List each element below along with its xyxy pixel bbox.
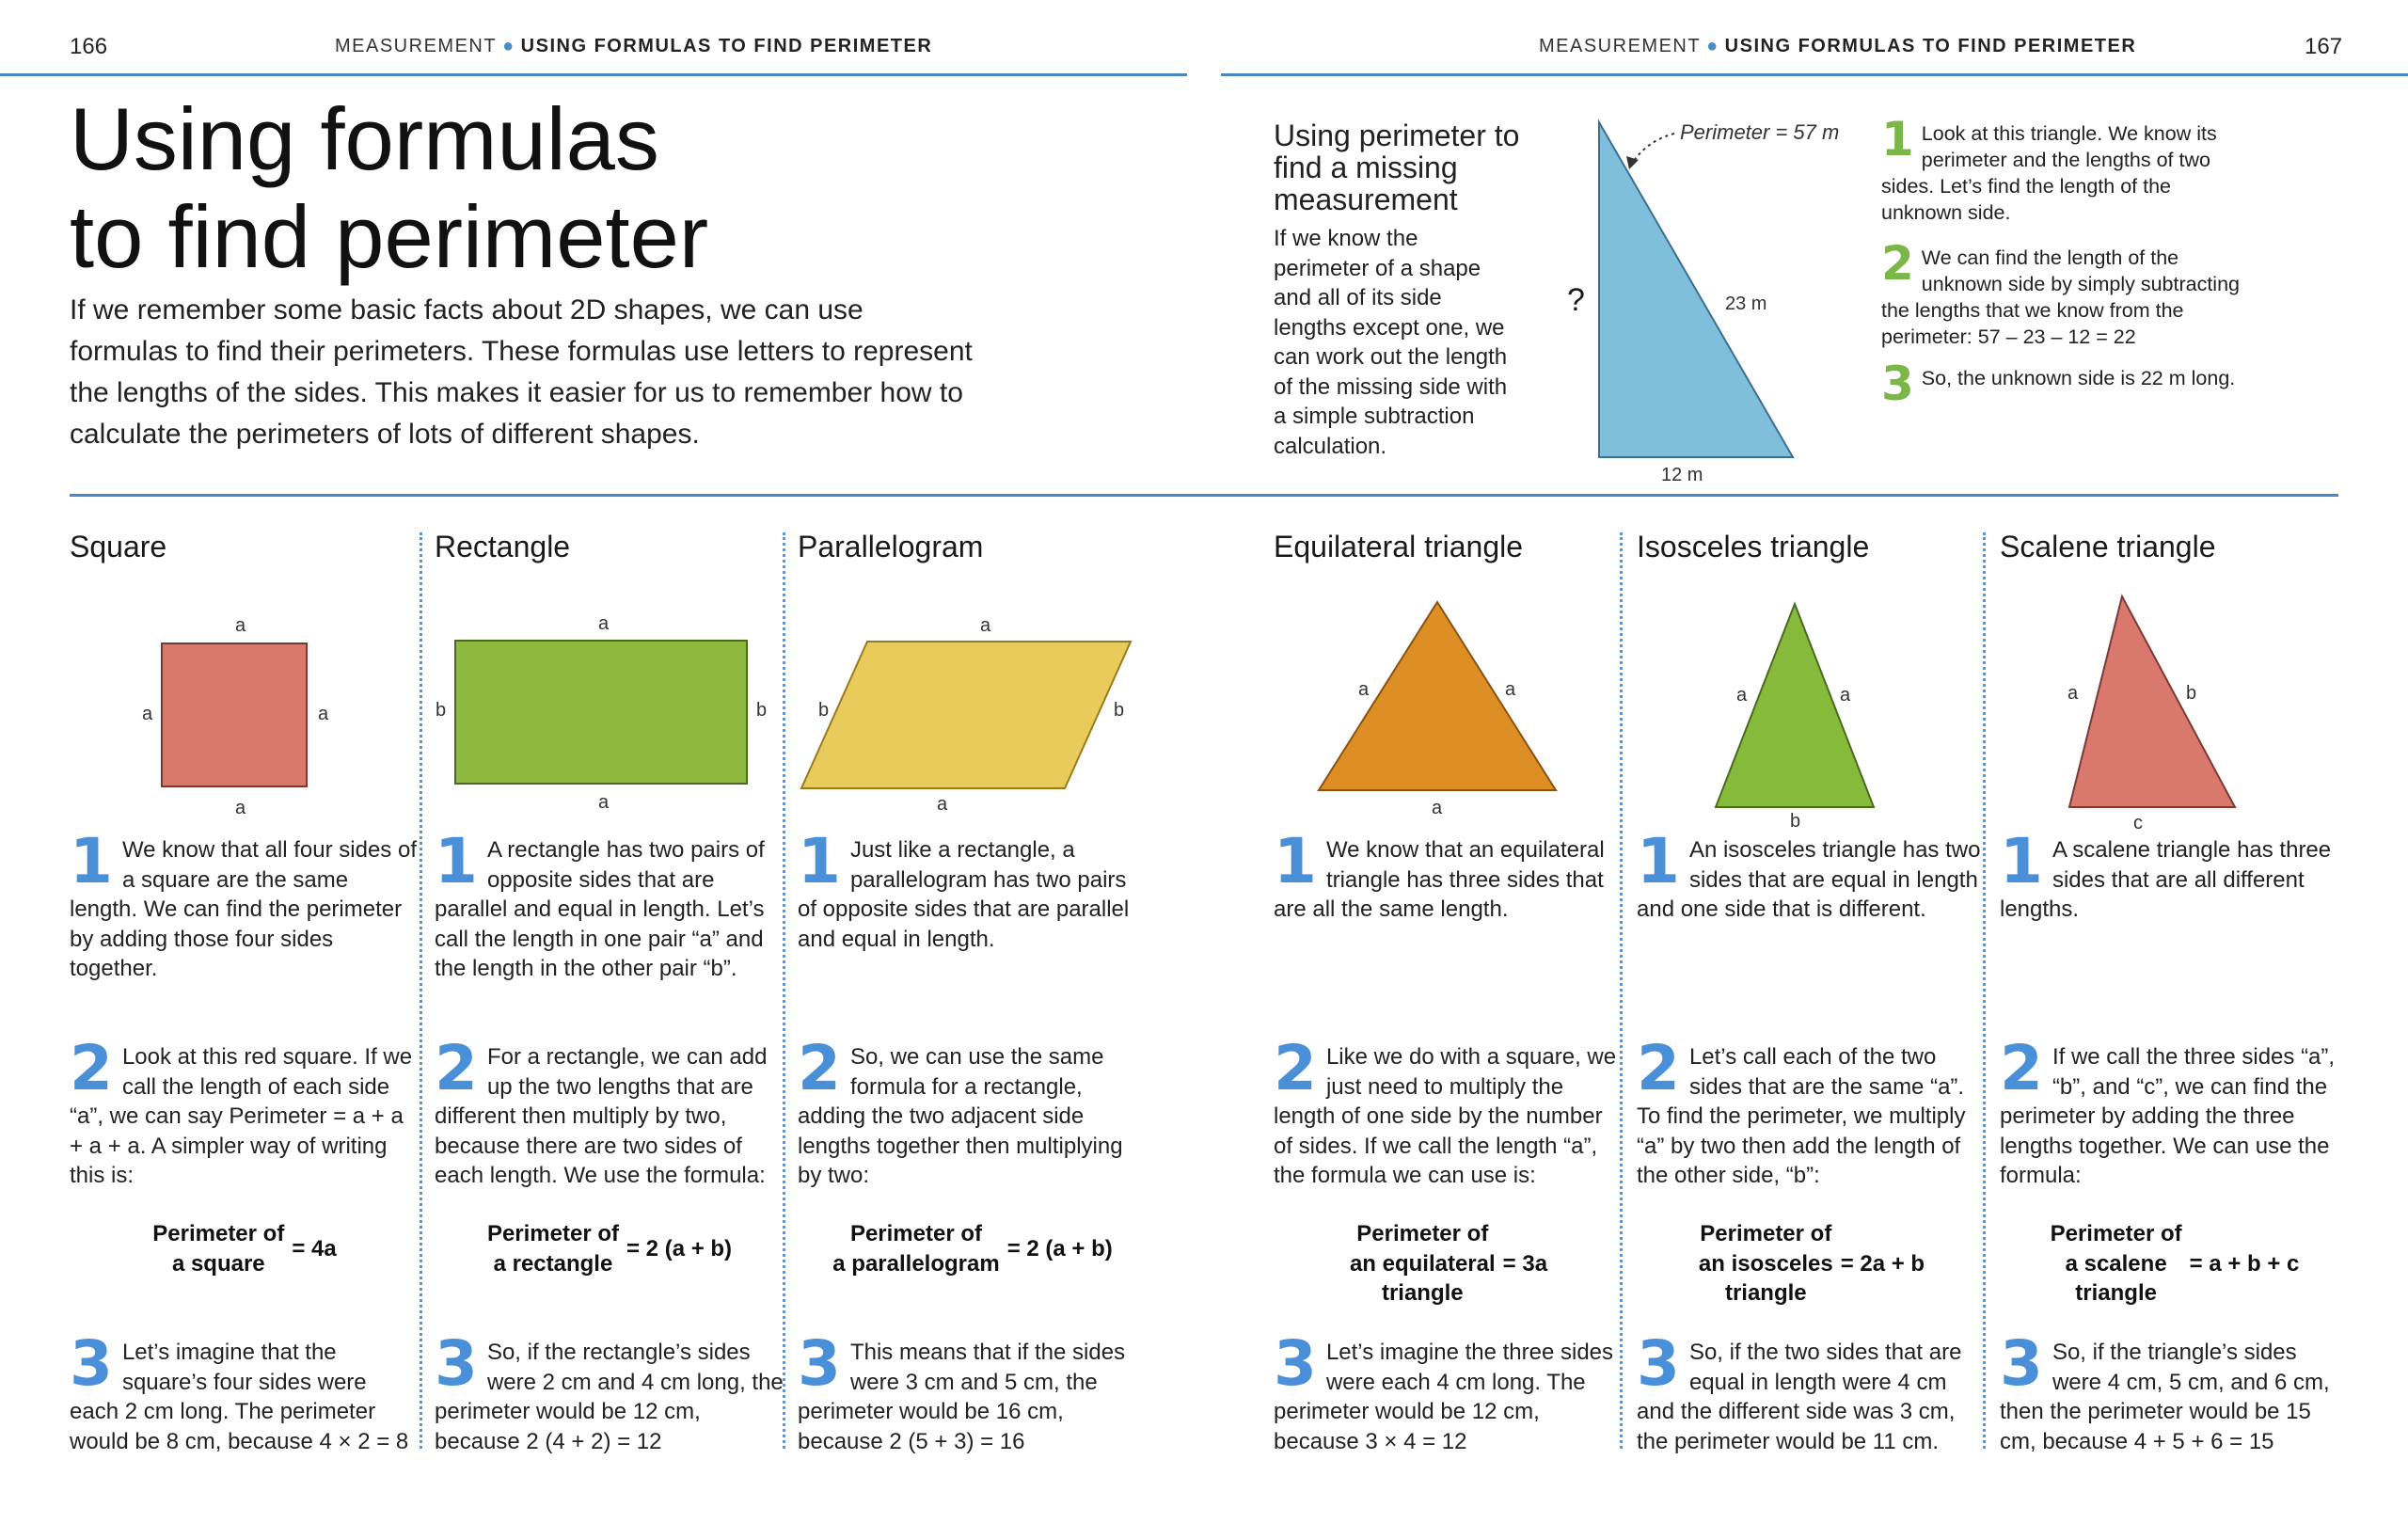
step-number-3: 3 bbox=[1274, 1327, 1317, 1400]
parallelogram-label-top: a bbox=[980, 615, 991, 636]
step-number-3: 3 bbox=[70, 1327, 113, 1400]
rectangle-label-bottom: a bbox=[598, 792, 610, 813]
formula-lhs-line: a parallelogram bbox=[832, 1250, 1000, 1277]
column-step-1 bbox=[1274, 825, 1624, 925]
missing-step-2 bbox=[1881, 236, 2258, 350]
square-label-top: a bbox=[235, 615, 246, 636]
step-number-1: 1 bbox=[1274, 825, 1317, 897]
square-shape bbox=[162, 643, 307, 786]
column-step-2 bbox=[1637, 1032, 1987, 1191]
square-label-left: a bbox=[142, 704, 153, 724]
header-rule-right bbox=[1221, 73, 2408, 76]
formula-lhs bbox=[152, 1219, 284, 1278]
column-divider bbox=[1620, 532, 1623, 1449]
rectangle-diagram bbox=[442, 611, 781, 828]
equilateral-label-left: a bbox=[1358, 679, 1370, 700]
formula-lhs bbox=[487, 1219, 619, 1278]
step-number-2: 2 bbox=[798, 1032, 841, 1104]
column-step-2-text: If we call the three sides “a”, “b”, and “c”, we can find the perimeter by adding the three lengths together. We can use the formula: bbox=[2000, 1044, 2336, 1188]
step-number-1: 1 bbox=[2000, 825, 2043, 897]
page-title-line1: Using formulas bbox=[70, 89, 659, 188]
column-step-3-text: Let’s imagine the three sides were each 4 cm long. The perimeter would be 12 cm, because 3 × 4 = 12 bbox=[1274, 1340, 1614, 1454]
formula-lhs bbox=[832, 1219, 999, 1278]
parallelogram-label-right: b bbox=[1114, 700, 1125, 721]
column-step-2-text: For a rectangle, we can add up the two lengths that are different then multiply by two, because there are two sides of each length. We use the formula: bbox=[435, 1044, 768, 1188]
equilateral-shape bbox=[1319, 602, 1556, 790]
formula-lhs-line: triangle bbox=[1381, 1280, 1464, 1306]
column-divider bbox=[783, 532, 785, 1449]
column-step-2-text: Look at this red square. If we call the length of each side “a”, we can say Perimeter = a + a + a + a. A simpler way of writing this is: bbox=[70, 1044, 413, 1188]
perimeter-arrow bbox=[1632, 134, 1674, 164]
bullet-dot-icon: ● bbox=[1706, 36, 1719, 56]
step-number-2: 2 bbox=[70, 1032, 113, 1104]
column-step-3 bbox=[435, 1327, 784, 1456]
section-rule bbox=[70, 494, 2338, 497]
square-label-bottom: a bbox=[235, 798, 246, 818]
rectangle-shape bbox=[455, 641, 747, 784]
column-step-2-text: Let’s call each of the two sides that are the same “a”. To find the perimeter, we multiply “a” by two then add the length of the other side, “b”: bbox=[1637, 1044, 1966, 1188]
rectangle-label-top: a bbox=[598, 613, 610, 634]
column-step-3 bbox=[1274, 1327, 1624, 1456]
column-heading-square: Square bbox=[70, 530, 167, 563]
hypotenuse-label: 23 m bbox=[1725, 294, 1767, 314]
formula-rhs: = 2a + b bbox=[1840, 1250, 1925, 1277]
square-label-right: a bbox=[318, 704, 329, 724]
formula-rhs: = 3a bbox=[1502, 1250, 1548, 1277]
parallelogram-diagram bbox=[800, 611, 1148, 828]
column-heading-parallelogram: Parallelogram bbox=[798, 530, 984, 563]
step-number-1: 1 bbox=[1637, 825, 1680, 897]
formula-lhs-line: an isosceles bbox=[1698, 1250, 1833, 1277]
formula-rhs: = a + b + c bbox=[2189, 1250, 2300, 1277]
column-step-3-text: So, if the triangle’s sides were 4 cm, 5 cm, and 6 cm, then the perimeter would be 15 cm, because 4 + 5 + 6 = 15 bbox=[2000, 1340, 2330, 1454]
column-divider bbox=[420, 532, 422, 1449]
column-step-1-text: We know that an equilateral triangle has three sides that are all the same length. bbox=[1274, 837, 1605, 922]
intro-paragraph: If we remember some basic facts about 2D shapes, we can use formulas to find their perimeters. These formulas use letters to represent the lengths of the sides. This makes it easier for us to remember how to calculate the perimeters of lots of different shapes. bbox=[70, 294, 973, 450]
isosceles-label-left: a bbox=[1736, 685, 1748, 706]
column-step-3-text: This means that if the sides were 3 cm and 5 cm, the perimeter would be 16 cm, because 2 (5 + 3) = 16 bbox=[798, 1340, 1126, 1454]
column-heading-rectangle: Rectangle bbox=[435, 530, 571, 563]
column-step-2 bbox=[1274, 1032, 1624, 1191]
formula-lhs bbox=[2051, 1219, 2182, 1309]
formula-rhs: = 2 (a + b) bbox=[626, 1235, 733, 1261]
equilateral-label-bottom: a bbox=[1432, 798, 1443, 818]
right-triangle-shape bbox=[1599, 122, 1793, 457]
formula-rhs: = 2 (a + b) bbox=[1006, 1235, 1113, 1261]
step-number-3: 3 bbox=[1881, 357, 1914, 411]
missing-heading: Using perimeter to find a missing measurement bbox=[1274, 119, 1520, 216]
square-diagram bbox=[132, 611, 376, 828]
formula-lhs-line: a rectangle bbox=[493, 1250, 613, 1277]
column-formula bbox=[435, 1219, 784, 1278]
formula-lhs-line: an equilateral bbox=[1349, 1250, 1496, 1277]
right-topic-label: USING FORMULAS TO FIND PERIMETER bbox=[1724, 36, 2137, 56]
step-number-1: 1 bbox=[798, 825, 841, 897]
column-step-1 bbox=[435, 825, 784, 984]
formula-lhs-line: Perimeter of bbox=[152, 1221, 285, 1246]
missing-step-3 bbox=[1881, 357, 2258, 411]
scalene-label-right: b bbox=[2186, 683, 2197, 704]
isosceles-label-bottom: b bbox=[1790, 811, 1801, 832]
bullet-dot-icon: ● bbox=[502, 36, 515, 56]
column-step-2 bbox=[2000, 1032, 2350, 1191]
formula-lhs-line: triangle bbox=[1724, 1280, 1807, 1306]
scalene-label-bottom: c bbox=[2133, 813, 2143, 833]
column-divider bbox=[1983, 532, 1986, 1449]
header-rule-left bbox=[0, 73, 1187, 76]
scalene-label-left: a bbox=[2067, 683, 2079, 704]
formula-lhs-line: Perimeter of bbox=[1700, 1221, 1832, 1246]
scalene-shape bbox=[2069, 596, 2235, 807]
formula-lhs-line: Perimeter of bbox=[2050, 1221, 2182, 1246]
step-number-3: 3 bbox=[798, 1327, 841, 1400]
column-step-2 bbox=[798, 1032, 1148, 1191]
column-step-1-text: An isosceles triangle has two sides that are equal in length and one side that is different. bbox=[1637, 837, 1981, 922]
column-step-3 bbox=[2000, 1327, 2350, 1456]
column-step-1 bbox=[70, 825, 420, 984]
column-heading-scalene: Scalene triangle bbox=[2000, 530, 2216, 563]
rectangle-label-left: b bbox=[436, 700, 447, 721]
column-heading-equilateral: Equilateral triangle bbox=[1274, 530, 1524, 563]
formula-lhs-line: triangle bbox=[2075, 1280, 2157, 1306]
step-number-3: 3 bbox=[1637, 1327, 1680, 1400]
formula-lhs bbox=[1350, 1219, 1496, 1309]
column-step-1 bbox=[2000, 825, 2350, 925]
column-step-1 bbox=[798, 825, 1148, 954]
scalene-diagram bbox=[2060, 587, 2258, 813]
step-number-1: 1 bbox=[1881, 112, 1914, 167]
missing-text: If we know the perimeter of a shape and all of its side lengths except one, we can work out the length of the missing side with a simple subtraction calculation. bbox=[1274, 226, 1508, 459]
left-page-number: 166 bbox=[70, 34, 108, 59]
base-label: 12 m bbox=[1661, 465, 1703, 485]
missing-step-1 bbox=[1881, 112, 2258, 226]
column-step-2 bbox=[435, 1032, 784, 1191]
rectangle-label-right: b bbox=[756, 700, 768, 721]
isosceles-label-right: a bbox=[1840, 685, 1851, 706]
step-number-3: 3 bbox=[2000, 1327, 2043, 1400]
column-formula bbox=[1274, 1219, 1624, 1309]
left-running-head bbox=[335, 36, 932, 57]
column-step-3 bbox=[70, 1327, 420, 1456]
step-number-1: 1 bbox=[435, 825, 478, 897]
column-step-1-text: We know that all four sides of a square are the same length. We can find the perimeter by adding those four sides together. bbox=[70, 837, 417, 981]
column-step-1 bbox=[1637, 825, 1987, 925]
formula-lhs-line: Perimeter of bbox=[486, 1221, 619, 1246]
column-formula bbox=[70, 1219, 420, 1278]
step-number-3: 3 bbox=[435, 1327, 478, 1400]
column-step-1-text: Just like a rectangle, a parallelogram has two pairs of opposite sides that are parallel and equal in length. bbox=[798, 837, 1130, 952]
isosceles-diagram bbox=[1703, 593, 1891, 815]
column-step-2 bbox=[70, 1032, 420, 1191]
step-number-1: 1 bbox=[70, 825, 113, 897]
formula-lhs-line: Perimeter of bbox=[1356, 1221, 1489, 1246]
left-section-label: MEASUREMENT bbox=[335, 36, 498, 56]
perimeter-label: Perimeter = 57 m bbox=[1680, 120, 1840, 144]
parallelogram-label-left: b bbox=[818, 700, 830, 721]
formula-lhs-line: a square bbox=[171, 1250, 265, 1277]
missing-step-1-text: Look at this triangle. We know its perimeter and the lengths of two sides. Let’s find the length of the unknown side. bbox=[1881, 122, 2217, 224]
step-number-2: 2 bbox=[1274, 1032, 1317, 1104]
page-title bbox=[70, 90, 708, 286]
step-number-2: 2 bbox=[1637, 1032, 1680, 1104]
parallelogram-label-bottom: a bbox=[937, 794, 948, 815]
formula-rhs: = 4a bbox=[292, 1235, 337, 1261]
column-formula bbox=[1637, 1219, 1987, 1309]
column-formula bbox=[2000, 1219, 2350, 1309]
unknown-side-label: ? bbox=[1567, 282, 1585, 318]
column-formula bbox=[798, 1219, 1148, 1278]
column-step-2-text: Like we do with a square, we just need to multiply the length of one side by the number of sides. If we call the length “a”, the formula we can use is: bbox=[1274, 1044, 1617, 1188]
equilateral-label-right: a bbox=[1505, 679, 1516, 700]
formula-lhs bbox=[1699, 1219, 1833, 1309]
column-heading-isosceles: Isosceles triangle bbox=[1637, 530, 1870, 563]
column-step-3-text: So, if the rectangle’s sides were 2 cm and 4 cm long, the perimeter would be 12 cm, because 2 (4 + 2) = 12 bbox=[435, 1340, 784, 1454]
step-number-2: 2 bbox=[435, 1032, 478, 1104]
missing-step-3-text: So, the unknown side is 22 m long. bbox=[1921, 367, 2236, 389]
column-step-1-text: A scalene triangle has three sides that are all different lengths. bbox=[2000, 837, 2332, 922]
column-step-1-text: A rectangle has two pairs of opposite sides that are parallel and equal in length. Let’s call the length in one pair “a” and the length in the other pair “b”. bbox=[435, 837, 765, 981]
right-section-label: MEASUREMENT bbox=[1539, 36, 1702, 56]
column-step-3-text: Let’s imagine that the square’s four sides were each 2 cm long. The perimeter would be 8 cm, because 4 × 2 = 8 bbox=[70, 1340, 409, 1454]
formula-lhs-line: a scalene bbox=[2065, 1250, 2167, 1277]
right-page-number: 167 bbox=[2305, 34, 2343, 59]
right-triangle-diagram bbox=[1552, 103, 1825, 489]
arrowhead-icon bbox=[1626, 156, 1639, 169]
column-step-3 bbox=[1637, 1327, 1987, 1456]
step-number-2: 2 bbox=[1881, 236, 1914, 291]
column-step-3-text: So, if the two sides that are equal in length were 4 cm and the different side was 3 cm, the perimeter would be 11 cm. bbox=[1637, 1340, 1962, 1454]
column-step-2-text: So, we can use the same formula for a rectangle, adding the two adjacent side lengths together then multiplying by two: bbox=[798, 1044, 1123, 1188]
right-running-head bbox=[1539, 36, 2136, 57]
parallelogram-shape bbox=[801, 642, 1131, 788]
equilateral-diagram bbox=[1307, 593, 1580, 809]
page-title-line2: to find perimeter bbox=[70, 187, 709, 286]
step-number-2: 2 bbox=[2000, 1032, 2043, 1104]
formula-lhs-line: Perimeter of bbox=[849, 1221, 982, 1246]
missing-step-2-text: We can find the length of the unknown side by simply subtracting the lengths that we know from the perimeter: 57 – 23 – 12 = 22 bbox=[1881, 246, 2240, 348]
column-step-3 bbox=[798, 1327, 1148, 1456]
left-topic-label: USING FORMULAS TO FIND PERIMETER bbox=[520, 36, 933, 56]
